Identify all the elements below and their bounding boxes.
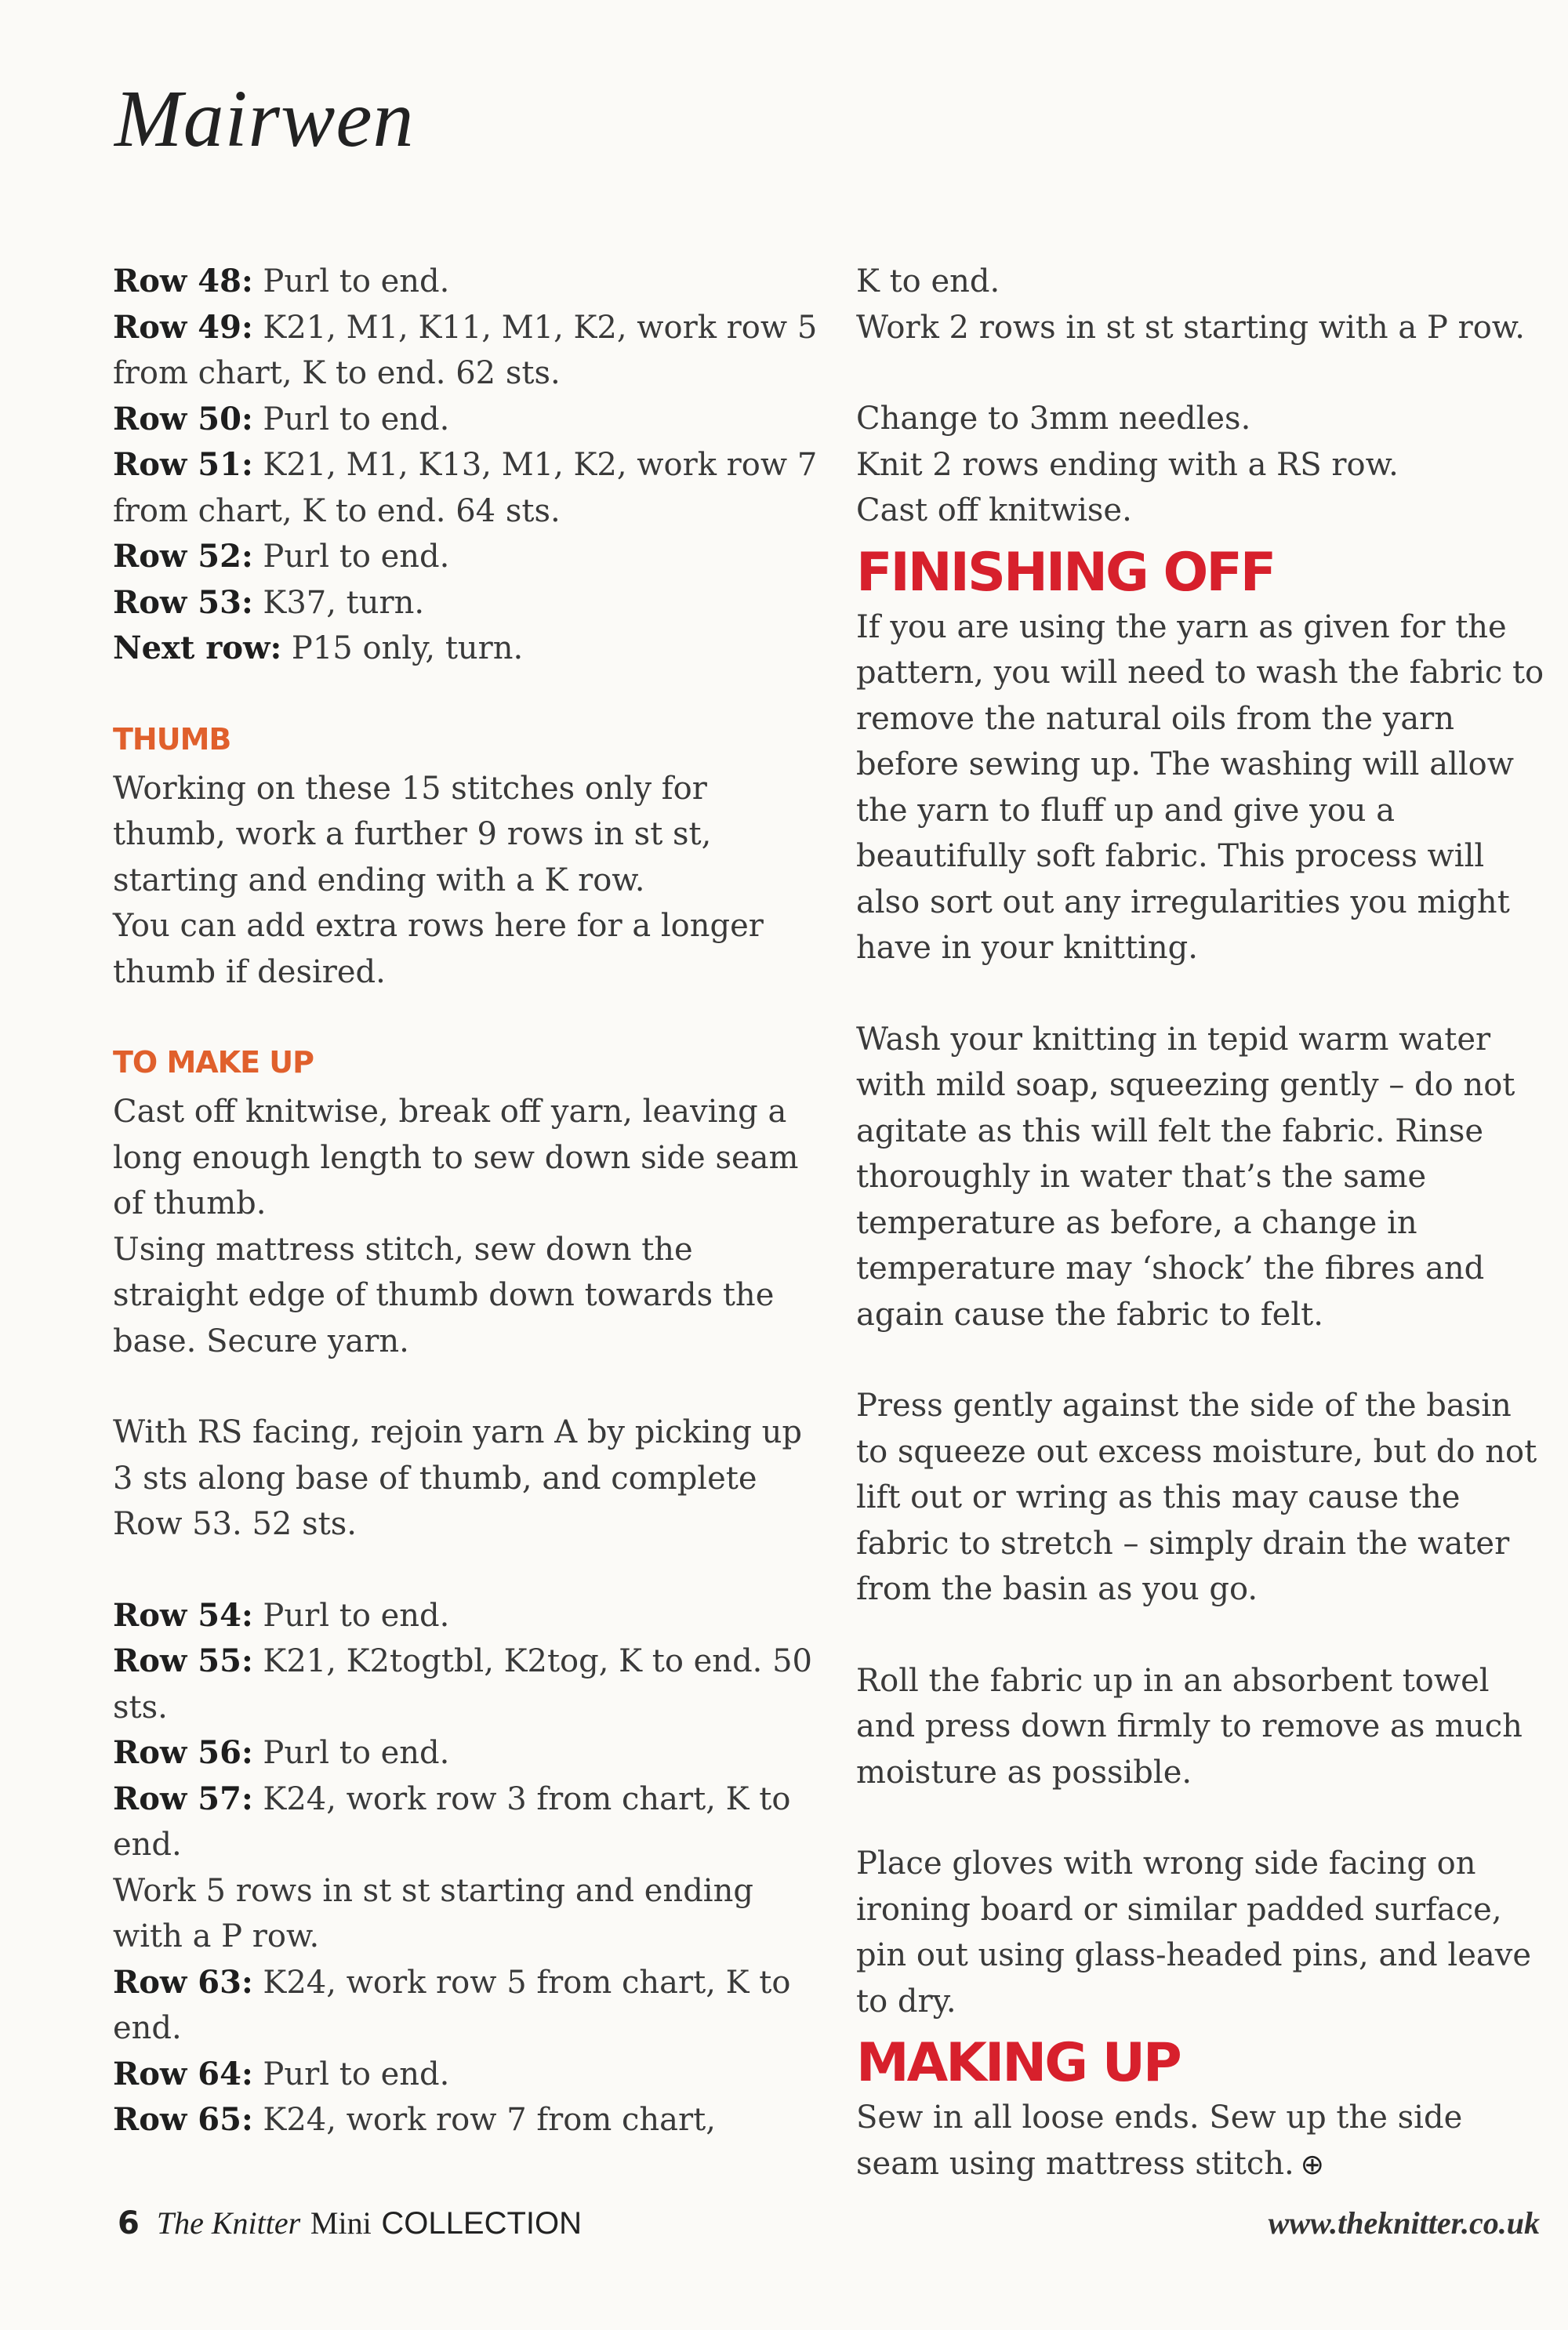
thumb-paragraph: You can add extra rows here for a longer thumb if desired. bbox=[113, 908, 764, 990]
row-instruction: K37, turn. bbox=[252, 584, 425, 621]
footer-left bbox=[118, 2205, 582, 2241]
pattern-row bbox=[113, 305, 818, 397]
row-instruction: K24, work row 5 from chart, K to end. bbox=[113, 1964, 791, 2046]
pattern-row bbox=[113, 397, 818, 443]
finishing-paragraph: Wash your knitting in tepid warm water with mild soap, squeezing gently – do not agitate as this will felt the fabric. Rinse thoroughly in water that’s the same temperature as before, a change in temperature may ‘shock’ the fibres and again cause the fabric to felt. bbox=[856, 1021, 1515, 1333]
thumb-heading: THUMB bbox=[113, 721, 231, 757]
spacer bbox=[113, 672, 818, 717]
pattern-row bbox=[113, 442, 818, 534]
spacer bbox=[856, 971, 1546, 1017]
instruction-text: Work 5 rows in st st starting and ending with a P row. bbox=[113, 1872, 753, 1954]
row-label: Row 64: bbox=[113, 2055, 253, 2092]
page-number: 6 bbox=[118, 2205, 140, 2241]
row-label: Row 50: bbox=[113, 400, 253, 437]
thumb-paragraph: Working on these 15 stitches only for thumb, work a further 9 rows in st st, starting and ending with a K row. bbox=[113, 770, 712, 898]
row-instruction: Purl to end. bbox=[252, 401, 450, 437]
website-url: www.theknitter.co.uk bbox=[1268, 2205, 1540, 2241]
row-instruction: P15 only, turn. bbox=[281, 630, 524, 666]
spacer bbox=[856, 350, 1546, 396]
instruction-text: Cast off knitwise. bbox=[856, 492, 1132, 528]
row-label: Row 52: bbox=[113, 538, 253, 575]
pattern-row bbox=[113, 2052, 818, 2098]
pattern-row bbox=[113, 259, 818, 305]
row-label: Row 54: bbox=[113, 1596, 253, 1634]
spacer bbox=[113, 1364, 818, 1410]
row-instruction: Purl to end. bbox=[252, 263, 450, 299]
make-up-paragraph: Cast off knitwise, break off yarn, leaving a long enough length to sew down side seam of thumb. bbox=[113, 1094, 799, 1221]
pattern-row bbox=[113, 534, 818, 580]
finishing-paragraph: Place gloves with wrong side facing on ironing board or similar padded surface, pin out using glass-headed pins, and leave to dry. bbox=[856, 1845, 1531, 2020]
making-up-heading: MAKING UP bbox=[856, 2032, 1180, 2094]
row-instruction: K24, work row 7 from chart, bbox=[252, 2102, 716, 2138]
pattern-row bbox=[113, 1960, 818, 2052]
row-instruction: Purl to end. bbox=[252, 1735, 450, 1771]
pattern-row bbox=[113, 1593, 818, 1639]
spacer bbox=[113, 995, 818, 1040]
row-label: Row 51: bbox=[113, 446, 253, 483]
publication-collection: COLLECTION bbox=[381, 2206, 583, 2241]
right-column bbox=[856, 259, 1546, 2188]
publication-mini: Mini bbox=[310, 2205, 372, 2241]
making-up-paragraph bbox=[856, 2095, 1546, 2188]
finishing-paragraph: Press gently against the side of the basin to squeeze out excess moisture, but do not lift out or wring as this may cause the fabric to stretch – simply drain the water from the basin as you go. bbox=[856, 1388, 1537, 1607]
row-label: Row 63: bbox=[113, 1963, 253, 2001]
make-up-paragraph: Using mattress stitch, sew down the straight edge of thumb down towards the base. Secure yarn. bbox=[113, 1231, 775, 1359]
row-label: Row 48: bbox=[113, 263, 253, 299]
row-label: Row 56: bbox=[113, 1734, 253, 1771]
instruction-text: Knit 2 rows ending with a RS row. bbox=[856, 446, 1399, 483]
pattern-row bbox=[113, 626, 818, 672]
finishing-paragraph: If you are using the yarn as given for the pattern, you will need to wash the fabric to remove the natural oils from the yarn before sewing up. The washing will allow the yarn to fluff up and give you a beautifully soft fabric. This process will also sort out any irregularities you might have in your knitting. bbox=[856, 608, 1544, 966]
row-instruction: Purl to end. bbox=[252, 2056, 450, 2092]
pattern-row bbox=[113, 1777, 818, 1868]
left-column bbox=[113, 259, 818, 2143]
end-mark-icon: ⊕ bbox=[1300, 2148, 1324, 2181]
spacer bbox=[856, 1337, 1546, 1383]
publication-brand: The Knitter bbox=[156, 2205, 301, 2241]
row-label: Next row: bbox=[113, 630, 282, 666]
instruction-text: K to end. bbox=[856, 263, 1000, 299]
row-label: Row 65: bbox=[113, 2101, 253, 2138]
make-up-paragraph: With RS facing, rejoin yarn A by picking up 3 sts along base of thumb, and complete Row 53. 52 sts. bbox=[113, 1414, 803, 1542]
instruction-text: Change to 3mm needles. bbox=[856, 401, 1251, 437]
page-title: Mairwen bbox=[114, 74, 415, 164]
making-up-text: Sew in all loose ends. Sew up the side seam using mattress stitch. bbox=[856, 2100, 1463, 2182]
pattern-row bbox=[113, 1639, 818, 1730]
spacer bbox=[856, 1613, 1546, 1658]
instruction-text: Work 2 rows in st st starting with a P row. bbox=[856, 309, 1526, 346]
make-up-heading: TO MAKE UP bbox=[113, 1045, 314, 1080]
row-label: Row 49: bbox=[113, 308, 253, 346]
pattern-row bbox=[113, 2097, 818, 2143]
row-instruction: Purl to end. bbox=[252, 1597, 450, 1634]
row-instruction: K21, K2togtbl, K2tog, K to end. 50 sts. bbox=[113, 1643, 812, 1726]
row-instruction: K21, M1, K13, M1, K2, work row 7 from chart, K to end. 64 sts. bbox=[113, 447, 818, 529]
row-label: Row 55: bbox=[113, 1642, 253, 1679]
pattern-row bbox=[113, 580, 818, 626]
spacer bbox=[856, 1795, 1546, 1841]
row-label: Row 57: bbox=[113, 1780, 253, 1817]
spacer bbox=[113, 1548, 818, 1593]
row-instruction: K24, work row 3 from chart, K to end. bbox=[113, 1780, 791, 1863]
row-instruction: K21, M1, K11, M1, K2, work row 5 from chart, K to end. 62 sts. bbox=[113, 309, 818, 391]
finishing-paragraph: Roll the fabric up in an absorbent towel and press down firmly to remove as much moisture as possible. bbox=[856, 1662, 1523, 1791]
finishing-off-heading: FINISHING OFF bbox=[856, 541, 1275, 604]
row-label: Row 53: bbox=[113, 583, 253, 621]
row-instruction: Purl to end. bbox=[252, 539, 450, 575]
pattern-row bbox=[113, 1730, 818, 1777]
